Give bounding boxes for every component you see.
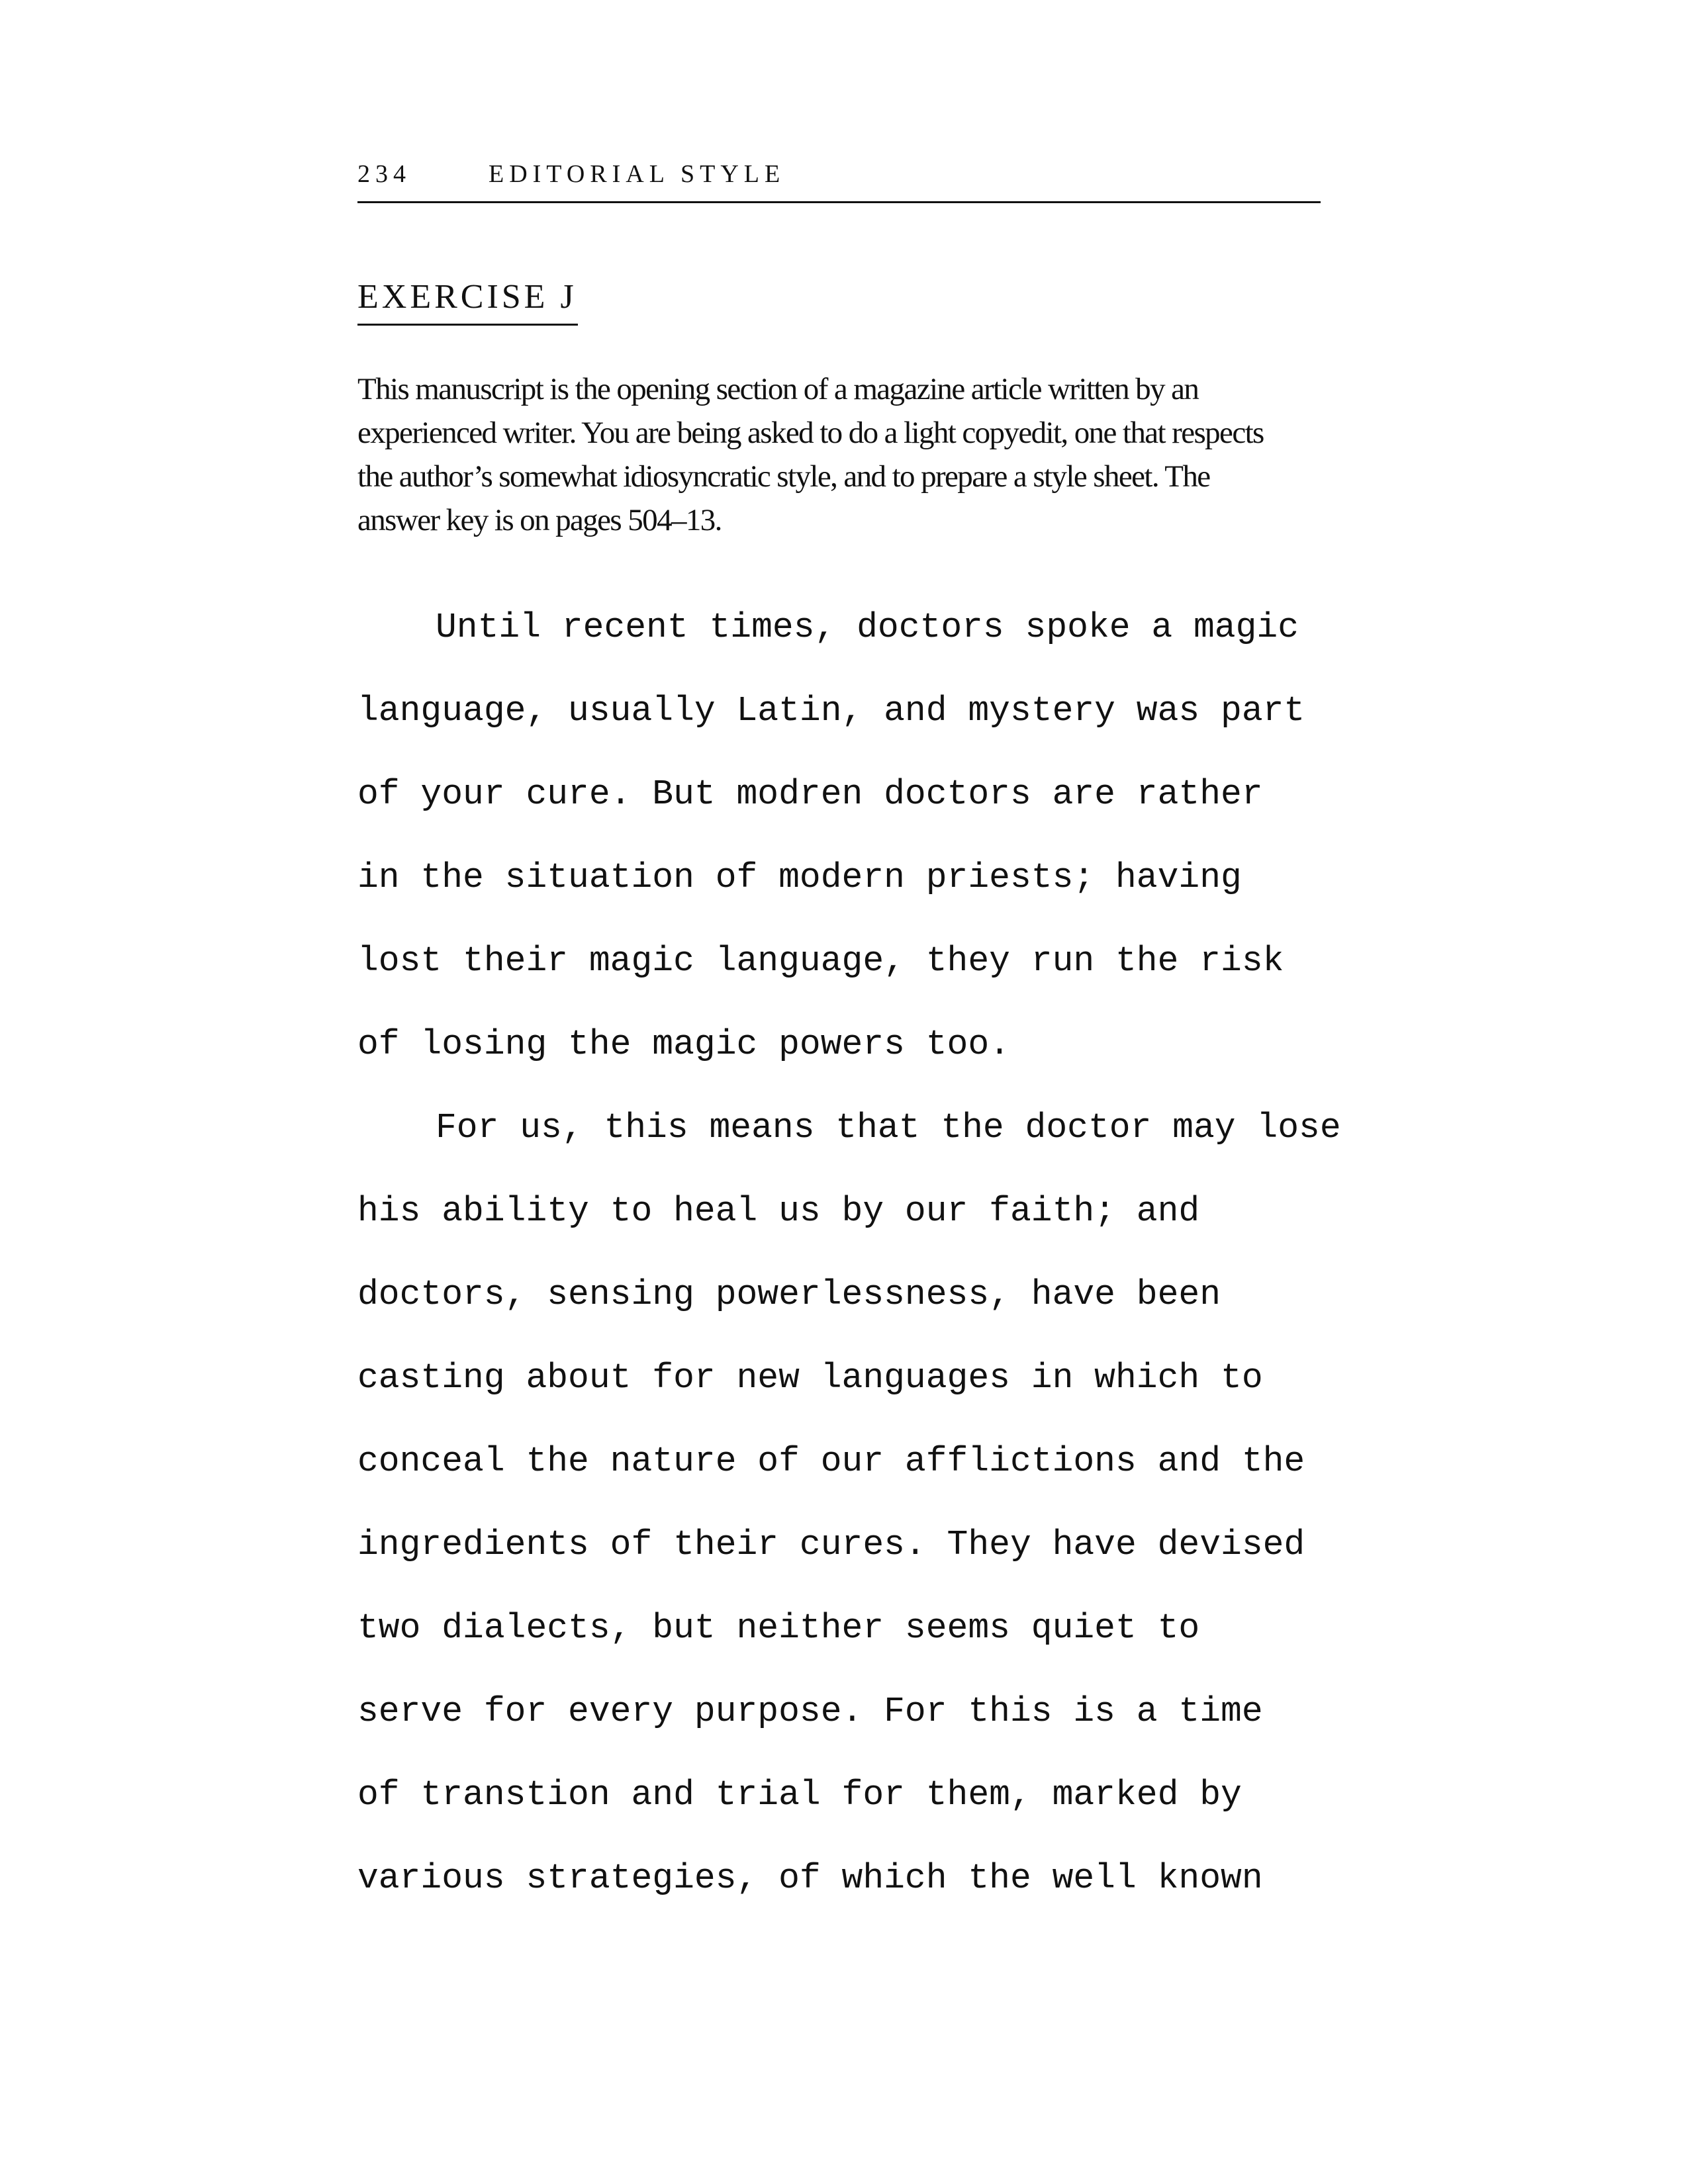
manuscript-line: of losing the magic powers too. [357, 1024, 1010, 1064]
manuscript-line: two dialects, but neither seems quiet to [357, 1608, 1200, 1648]
manuscript-line: lost their magic language, they run the risk [357, 941, 1284, 981]
manuscript-line: Until recent times, doctors spoke a magic [436, 608, 1299, 647]
running-head-title: EDITORIAL STYLE [489, 160, 786, 188]
header-rule [357, 201, 1321, 203]
title-underline [357, 324, 578, 326]
manuscript-line: conceal the nature of our afflictions and the [357, 1441, 1305, 1481]
manuscript-line: various strategies, of which the well known [357, 1858, 1263, 1898]
manuscript-line: of your cure. But modren doctors are rather [357, 774, 1263, 814]
manuscript-line: For us, this means that the doctor may lose [436, 1108, 1341, 1148]
manuscript-line: his ability to heal us by our faith; and [357, 1191, 1200, 1231]
instruction-line: answer key is on pages 504–13. [357, 503, 722, 537]
exercise-title: EXERCISE J [357, 278, 577, 316]
exercise-instructions [357, 367, 1324, 542]
manuscript-line: in the situation of modern priests; having [357, 858, 1242, 897]
manuscript-line: of transtion and trial for them, marked by [357, 1775, 1242, 1815]
running-head [357, 158, 1321, 191]
page-number: 234 [357, 160, 411, 188]
manuscript-line: doctors, sensing powerlessness, have been [357, 1275, 1221, 1314]
instruction-line: experienced writer. You are being asked to do a light copyedit, one that respects [357, 416, 1264, 450]
manuscript-line: ingredients of their cures. They have devised [357, 1525, 1305, 1565]
instruction-line: the author’s somewhat idiosyncratic style, and to prepare a style sheet. The [357, 459, 1210, 494]
manuscript-line: casting about for new languages in which to [357, 1358, 1263, 1398]
manuscript-text [357, 586, 1417, 1920]
manuscript-line: language, usually Latin, and mystery was part [357, 691, 1305, 731]
instruction-line: This manuscript is the opening section of a magazine article written by an [357, 372, 1199, 406]
manuscript-line: serve for every purpose. For this is a time [357, 1692, 1263, 1731]
